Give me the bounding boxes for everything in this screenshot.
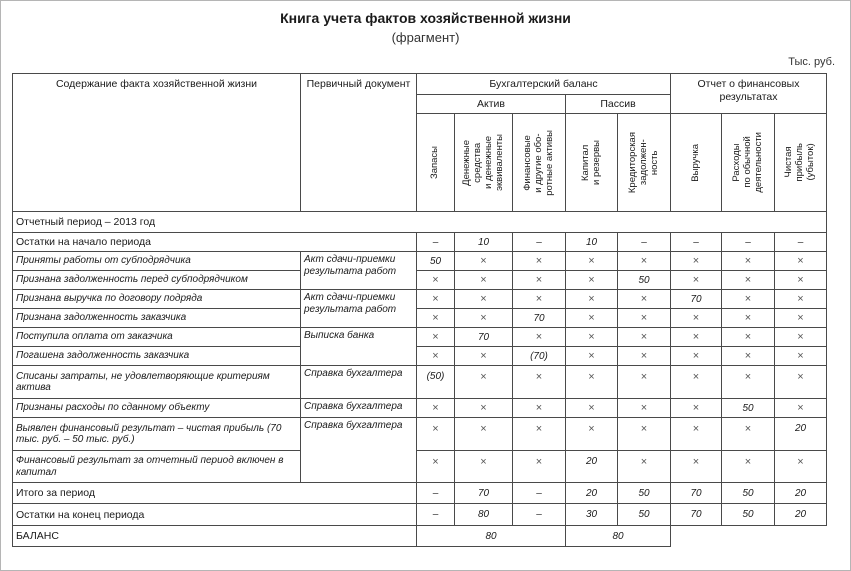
closing-value: – — [513, 504, 566, 526]
cell-value: × — [417, 347, 455, 366]
fact-description: Признана задолженность перед субподрядчиком — [13, 271, 301, 290]
fact-description: Финансовый результат за отчетный период включен в капитал — [13, 451, 301, 483]
cell-value: × — [775, 366, 827, 399]
total-value: – — [513, 483, 566, 504]
cell-value: × — [513, 451, 566, 483]
fact-description: Выявлен финансовый результат – чистая прибыль (70 тыс. руб. – 50 тыс. руб.) — [13, 418, 301, 451]
balance-liability-total: 80 — [566, 526, 671, 547]
period-label: Отчетный период – 2013 год — [13, 212, 827, 233]
cell-value: × — [455, 399, 513, 418]
opening-value: – — [513, 233, 566, 252]
cell-value: × — [455, 418, 513, 451]
cell-value: × — [722, 418, 775, 451]
header-liability: Пассив — [566, 95, 671, 114]
cell-value: × — [455, 366, 513, 399]
cell-value: × — [566, 399, 618, 418]
col-header-capital: Капитал и резервы — [566, 114, 618, 212]
cell-value: × — [722, 271, 775, 290]
col-header-inventory: Запасы — [417, 114, 455, 212]
cell-value: × — [618, 309, 671, 328]
cell-value: × — [566, 328, 618, 347]
cell-value: × — [566, 252, 618, 271]
cell-value: × — [775, 347, 827, 366]
closing-value: 80 — [455, 504, 513, 526]
opening-row — [13, 233, 827, 252]
opening-label: Остатки на начало периода — [13, 233, 417, 252]
cell-value: × — [671, 366, 722, 399]
cell-value: × — [671, 347, 722, 366]
primary-document: Справка бухгалтера — [301, 366, 417, 399]
total-value: 20 — [775, 483, 827, 504]
table-row — [13, 347, 827, 366]
cell-value: × — [775, 451, 827, 483]
cell-value: × — [775, 399, 827, 418]
cell-value: 20 — [775, 418, 827, 451]
header-document: Первичный документ — [301, 74, 417, 212]
cell-value: × — [566, 418, 618, 451]
total-value: 50 — [618, 483, 671, 504]
page-subtitle: (фрагмент) — [391, 30, 460, 45]
closing-value: 70 — [671, 504, 722, 526]
units-note: Тыс. руб. — [788, 56, 835, 68]
cell-value: × — [775, 271, 827, 290]
cell-value: × — [566, 366, 618, 399]
col-header-financial-assets: Финансовые и другие обо- ротные активы — [513, 114, 566, 212]
cell-value: × — [455, 252, 513, 271]
header-content: Содержание факта хозяйственной жизни — [13, 74, 301, 212]
cell-value: 20 — [566, 451, 618, 483]
cell-value: × — [722, 290, 775, 309]
opening-value: – — [775, 233, 827, 252]
cell-value: × — [455, 290, 513, 309]
balance-row — [13, 526, 827, 547]
cell-value: × — [775, 252, 827, 271]
cell-value: × — [417, 309, 455, 328]
table-row — [13, 366, 827, 399]
cell-value: × — [722, 347, 775, 366]
cell-value: × — [671, 399, 722, 418]
cell-value: × — [671, 309, 722, 328]
cell-value: × — [455, 309, 513, 328]
total-row — [13, 483, 827, 504]
closing-value: 30 — [566, 504, 618, 526]
cell-value: × — [618, 399, 671, 418]
cell-value: × — [566, 290, 618, 309]
cell-value: × — [671, 252, 722, 271]
table-row — [13, 328, 827, 347]
cell-value: × — [455, 451, 513, 483]
cell-value: 70 — [455, 328, 513, 347]
cell-value: × — [618, 328, 671, 347]
cell-value: × — [775, 328, 827, 347]
cell-value: (70) — [513, 347, 566, 366]
cell-value: × — [417, 418, 455, 451]
opening-value: 10 — [455, 233, 513, 252]
header-balance: Бухгалтерский баланс — [417, 74, 671, 95]
total-value: – — [417, 483, 455, 504]
fact-description: Приняты работы от субподрядчика — [13, 252, 301, 271]
cell-value: × — [618, 451, 671, 483]
col-header-revenue: Выручка — [671, 114, 722, 212]
opening-value: 10 — [566, 233, 618, 252]
cell-value: × — [618, 252, 671, 271]
closing-value: – — [417, 504, 455, 526]
fact-description: Признана задолженность заказчика — [13, 309, 301, 328]
col-header-net-profit: Чистая прибыль (убыток) — [775, 114, 827, 212]
cell-value: × — [671, 271, 722, 290]
cell-value: × — [671, 451, 722, 483]
cell-value: (50) — [417, 366, 455, 399]
cell-value: × — [513, 399, 566, 418]
total-label: Итого за период — [13, 483, 417, 504]
table-row — [13, 309, 827, 328]
cell-value: × — [513, 290, 566, 309]
cell-value: × — [722, 451, 775, 483]
cell-value: × — [618, 366, 671, 399]
cell-value: × — [671, 418, 722, 451]
closing-value: 20 — [775, 504, 827, 526]
table-row — [13, 271, 827, 290]
cell-value: × — [618, 290, 671, 309]
cell-value: × — [775, 290, 827, 309]
cell-value: 50 — [417, 252, 455, 271]
cell-value: × — [513, 418, 566, 451]
primary-document: Справка бухгалтера — [301, 418, 417, 483]
primary-document: Акт сдачи-приемки результата работ — [301, 290, 417, 328]
closing-label: Остатки на конец периода — [13, 504, 417, 526]
total-value: 70 — [455, 483, 513, 504]
primary-document: Выписка банка — [301, 328, 417, 366]
balance-asset-total: 80 — [417, 526, 566, 547]
cell-value: × — [775, 309, 827, 328]
table-row — [13, 290, 827, 309]
primary-document: Акт сдачи-приемки результата работ — [301, 252, 417, 290]
cell-value: × — [566, 271, 618, 290]
header-fin-results: Отчет о финансовых результатах — [671, 74, 827, 114]
total-value: 20 — [566, 483, 618, 504]
cell-value: 50 — [618, 271, 671, 290]
fact-description: Списаны затраты, не удовлетворяющие критериям актива — [13, 366, 301, 399]
cell-value: 70 — [671, 290, 722, 309]
fact-description: Поступила оплата от заказчика — [13, 328, 301, 347]
cell-value: × — [671, 328, 722, 347]
cell-value: × — [722, 309, 775, 328]
balance-label: БАЛАНС — [13, 526, 417, 547]
cell-value: × — [513, 252, 566, 271]
cell-value: × — [566, 309, 618, 328]
fact-description: Признана выручка по договору подряда — [13, 290, 301, 309]
cell-value: × — [618, 347, 671, 366]
col-header-payables: Кредиторская задолжен- ность — [618, 114, 671, 212]
cell-value: × — [417, 328, 455, 347]
page-title: Книга учета фактов хозяйственной жизни — [280, 10, 571, 26]
cell-value: × — [417, 451, 455, 483]
opening-value: – — [722, 233, 775, 252]
table-row — [13, 451, 827, 483]
ledger-table — [12, 73, 827, 547]
cell-value: × — [455, 347, 513, 366]
table-row — [13, 399, 827, 418]
primary-document: Справка бухгалтера — [301, 399, 417, 418]
fact-description: Погашена задолженность заказчика — [13, 347, 301, 366]
cell-value: × — [417, 399, 455, 418]
closing-value: 50 — [618, 504, 671, 526]
cell-value: 50 — [722, 399, 775, 418]
cell-value: × — [513, 271, 566, 290]
cell-value: × — [722, 366, 775, 399]
total-value: 70 — [671, 483, 722, 504]
closing-value: 50 — [722, 504, 775, 526]
balance-empty-area — [671, 526, 827, 547]
cell-value: × — [455, 271, 513, 290]
cell-value: × — [618, 418, 671, 451]
cell-value: × — [513, 366, 566, 399]
header-asset: Актив — [417, 95, 566, 114]
col-header-expenses: Расходы по обычной деятельности — [722, 114, 775, 212]
opening-value: – — [417, 233, 455, 252]
total-value: 50 — [722, 483, 775, 504]
closing-row — [13, 504, 827, 526]
col-header-cash: Денежные средства и денежные эквиваленты — [455, 114, 513, 212]
opening-value: – — [618, 233, 671, 252]
table-row — [13, 418, 827, 451]
opening-value: – — [671, 233, 722, 252]
cell-value: × — [513, 328, 566, 347]
cell-value: × — [417, 290, 455, 309]
table-row — [13, 252, 827, 271]
cell-value: × — [722, 252, 775, 271]
cell-value: × — [722, 328, 775, 347]
cell-value: 70 — [513, 309, 566, 328]
cell-value: × — [566, 347, 618, 366]
cell-value: × — [417, 271, 455, 290]
fact-description: Признаны расходы по сданному объекту — [13, 399, 301, 418]
